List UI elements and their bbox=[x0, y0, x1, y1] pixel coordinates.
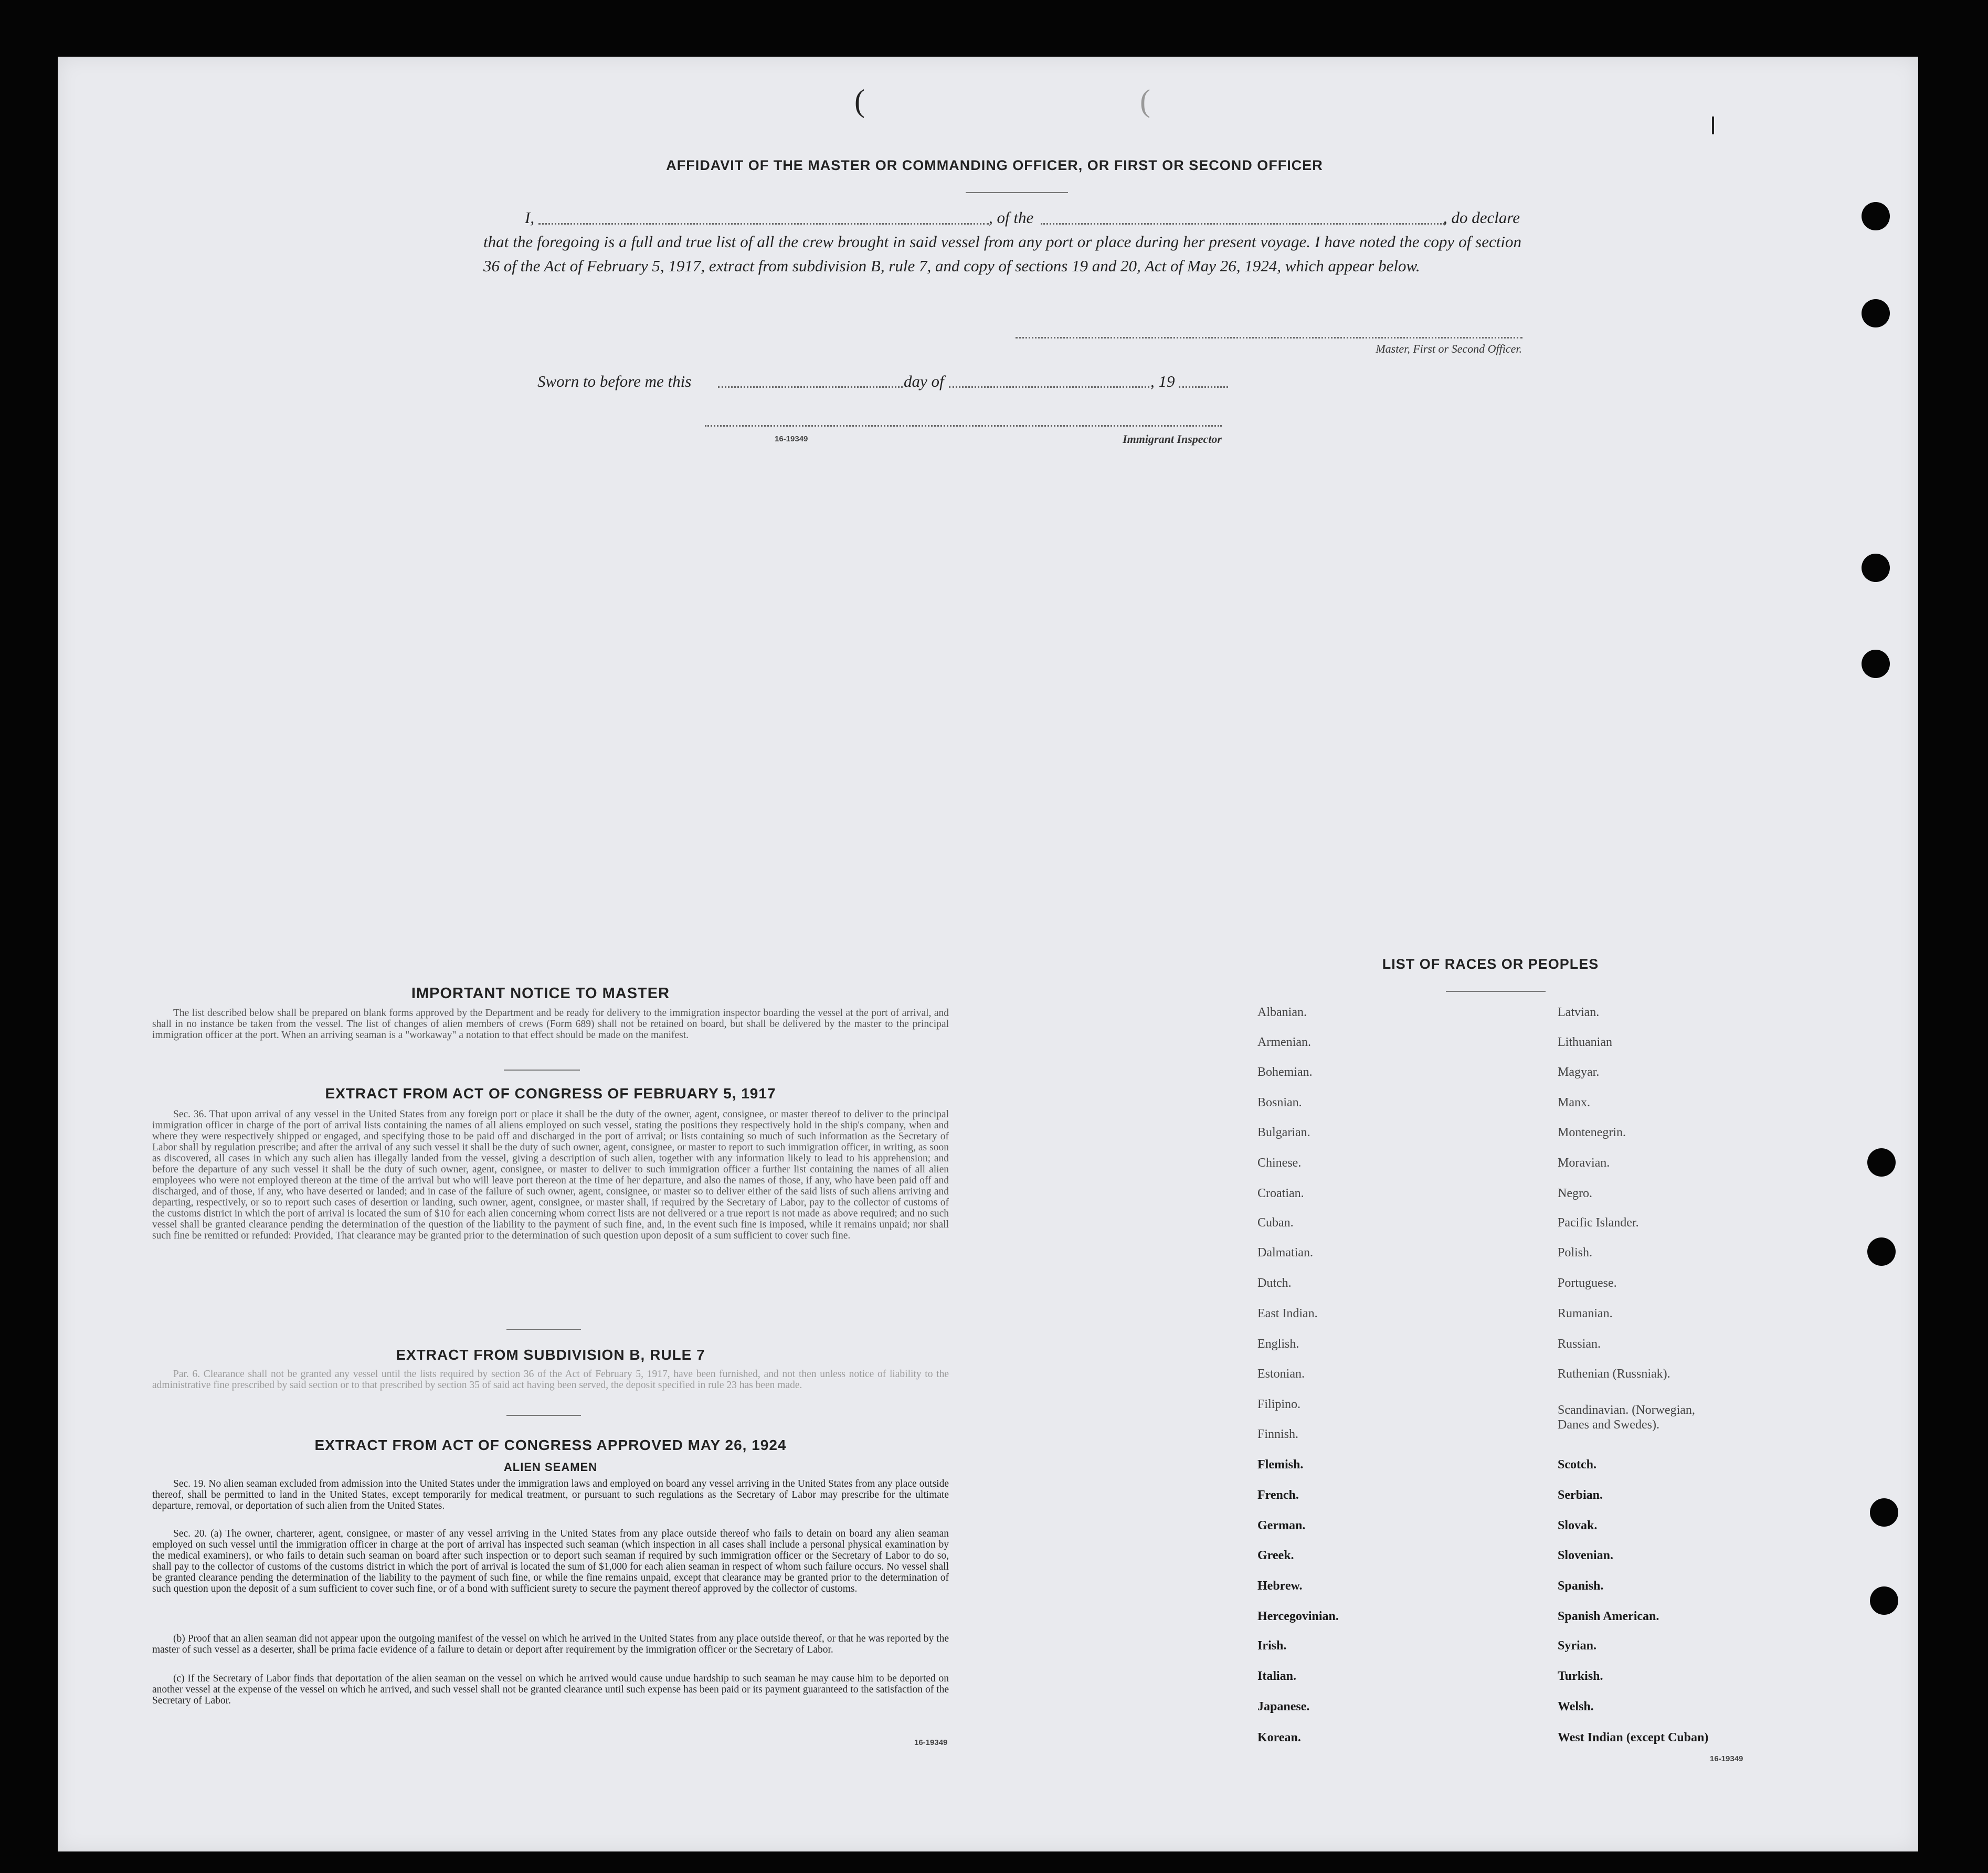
race-item: Filipino. bbox=[1257, 1398, 1301, 1411]
divider bbox=[504, 1070, 580, 1071]
race-item: Estonian. bbox=[1257, 1367, 1305, 1381]
race-item: Pacific Islander. bbox=[1558, 1216, 1639, 1230]
inspector-caption: Immigrant Inspector bbox=[1123, 432, 1222, 446]
race-item: Flemish. bbox=[1257, 1458, 1304, 1472]
punch-hole bbox=[1862, 202, 1890, 230]
punch-hole bbox=[1862, 650, 1890, 678]
race-item: Italian. bbox=[1257, 1669, 1297, 1683]
race-item: Hebrew. bbox=[1257, 1579, 1303, 1593]
binder-mark: ( bbox=[854, 83, 865, 118]
race-item: Dutch. bbox=[1257, 1276, 1292, 1290]
race-item: Russian. bbox=[1558, 1337, 1601, 1351]
sworn-month-field[interactable] bbox=[949, 386, 1149, 388]
race-item: Albanian. bbox=[1257, 1006, 1307, 1019]
divider bbox=[966, 192, 1068, 193]
sworn-year-field[interactable] bbox=[1179, 386, 1228, 388]
race-item: Rumanian. bbox=[1558, 1307, 1613, 1320]
vessel-name-field[interactable] bbox=[1041, 223, 1445, 225]
inspector-signature-field[interactable] bbox=[705, 425, 1222, 427]
race-item: Japanese. bbox=[1257, 1700, 1310, 1713]
notice-body: The list described below shall be prepared on blank forms approved by the Department and be ready for delivery to the immigration inspector boarding the vessel at the port of arrival, and shall in no instance be taken from the vessel. The list of changes of alien members of crews (Form 689) shall not be retained on board, but shall be delivered by the master to the principal immigration officer at the port. When an arriving seaman is a "workaway" a notation to that effect should be made on the manifest. bbox=[152, 1008, 949, 1041]
extract-1917-body: Sec. 36. That upon arrival of any vessel in the United States from any foreign port or place it shall be the duty of the owner, agent, consignee, or master thereof to deliver to the principal immigration officer in charge of the port of arrival lists containing the names of all aliens employed on such vessel, stating the positions they respectively hold in the ship's company, when and where they were respectively shipped or engaged, and specifying those to be paid off and discharged in the port of arrival; or lists containing so much of such information as the Secretary of Labor shall by regulation prescribe; and after the arrival of any such vessel it shall be the duty of such owner, agent, consignee, or master to report to such immigration officer, in writing, as soon as discovered, all cases in which any such alien has illegally landed from the vessel, giving a description of such alien, together with any information likely to lead to his apprehension; and before the departure of any such vessel it shall be the duty of such owner, agent, consignee, or master to deliver to such immigration officer a further list containing the names of all alien employees who were not employed thereon at the time of the arrival but who will leave port thereon at the time of her departure, and also the names of those, if any, who have been paid off and discharged, and of those, if any, who have deserted or landed; and in case of the failure of such owner, agent, consignee, or master so to deliver either of the said lists of such aliens arriving and departing, respectively, or so to report such cases of desertion or landing, such owner, agent, consignee, or master shall, if required by the Secretary of Labor, pay to the collector of customs of the customs district in which the port of arrival is located the sum of $10 for each alien concerning whom correct lists are not delivered or a true report is not made as above required; and no such vessel shall be granted clearance pending the determination of the question of the liability to the payment of such fine, and, in the event such fine is imposed, while it remains unpaid; nor shall such fine be remitted or refunded: Provided, That clearance may be granted prior to the determination of such question upon deposit of a sum sufficient to cover such fine. bbox=[152, 1109, 949, 1241]
race-item: French. bbox=[1257, 1488, 1299, 1502]
declare-suffix: , do declare bbox=[1443, 208, 1520, 227]
extract-form-number: 16-19349 bbox=[914, 1738, 948, 1747]
subdivision-b-body: Par. 6. Clearance shall not be granted any vessel until the lists required by section 36 of the Act of February 5, 1917, have been furnished, and not then unless notice of liability to the administrative fine prescribed by said section or to that prescribed by section 35 of said act having been served, the deposit specified in rule 23 has been made. bbox=[152, 1369, 949, 1391]
race-item: Moravian. bbox=[1558, 1156, 1610, 1170]
sworn-day-field[interactable] bbox=[718, 386, 903, 388]
section-19-text: Sec. 19. No alien seaman excluded from admission into the United States under the immigration laws and employed on board any vessel arriving in the United States from any place outside thereof, shall be permitted to land in the United States, except temporarily for medical treatment, or pursuant to such regulations as the Secretary of Labor may prescribe for the ultimate departure, removal, or deportation of such alien from the United States. bbox=[152, 1478, 949, 1511]
race-item: East Indian. bbox=[1257, 1307, 1318, 1320]
race-item: Hercegovinian. bbox=[1257, 1610, 1339, 1623]
race-item: Korean. bbox=[1257, 1731, 1301, 1744]
subdivision-b-title: EXTRACT FROM SUBDIVISION B, RULE 7 bbox=[396, 1347, 705, 1363]
race-item: Bosnian. bbox=[1257, 1096, 1302, 1109]
race-item: West Indian (except Cuban) bbox=[1558, 1731, 1709, 1744]
vessel-prefix: , of the bbox=[989, 208, 1034, 227]
section-20c-text: (c) If the Secretary of Labor finds that deportation of the alien seaman on the vessel on which he arrived would cause undue hardship to such seaman he may cause him to be deported on another vessel at the expense of the vessel on which he arrived, and such vessel shall not be granted clearance until such expense has been paid or its payment guaranteed to the satisfaction of the Secretary of Labor. bbox=[152, 1673, 949, 1706]
officer-signature-field[interactable] bbox=[1016, 337, 1522, 338]
race-item: Scandinavian. (Norwegian, Danes and Swedes). bbox=[1558, 1403, 1695, 1432]
race-item: Finnish. bbox=[1257, 1427, 1299, 1441]
affidavit-form-number: 16-19349 bbox=[775, 435, 808, 443]
race-item: German. bbox=[1257, 1519, 1306, 1532]
race-item: Bohemian. bbox=[1257, 1065, 1313, 1079]
race-item: Bulgarian. bbox=[1257, 1126, 1310, 1139]
race-item: Chinese. bbox=[1257, 1156, 1302, 1170]
divider bbox=[506, 1329, 581, 1330]
extract-1924-title: EXTRACT FROM ACT OF CONGRESS APPROVED MAY 26, 1924 bbox=[314, 1437, 787, 1453]
punch-hole bbox=[1867, 1237, 1896, 1266]
extract-1924-subtitle: ALIEN SEAMEN bbox=[503, 1461, 598, 1474]
race-item: Welsh. bbox=[1558, 1700, 1594, 1713]
binder-mark: ( bbox=[1140, 83, 1150, 118]
race-item: Syrian. bbox=[1558, 1639, 1597, 1653]
extract-1917-title: EXTRACT FROM ACT OF CONGRESS OF FEBRUARY 5, 1917 bbox=[325, 1085, 776, 1102]
race-item: Manx. bbox=[1558, 1096, 1590, 1109]
race-item: Ruthenian (Russniak). bbox=[1558, 1367, 1670, 1381]
race-item: Dalmatian. bbox=[1257, 1246, 1313, 1260]
punch-hole bbox=[1870, 1498, 1898, 1527]
race-item: Spanish American. bbox=[1558, 1610, 1659, 1623]
officer-signature-caption: Master, First or Second Officer. bbox=[1376, 342, 1522, 355]
divider bbox=[1446, 991, 1546, 992]
year-prefix: , 19 bbox=[1150, 372, 1175, 390]
race-item: Croatian. bbox=[1257, 1187, 1304, 1200]
affidavit-body: that the foregoing is a full and true list of all the crew brought in said vessel from any port or place during her present voyage. I have noted the copy of section 36 of the Act of February 5, 1917, extract from subdivision B, rule 7, and copy of sections 19 and 20, Act of May 26, 1924, which appear below. bbox=[483, 232, 1521, 275]
race-item: Serbian. bbox=[1558, 1488, 1603, 1502]
race-item: Magyar. bbox=[1558, 1065, 1600, 1079]
race-item: Turkish. bbox=[1558, 1669, 1603, 1683]
race-item: Slovak. bbox=[1558, 1519, 1598, 1532]
edge-tick bbox=[1712, 117, 1714, 134]
section-20a-text: Sec. 20. (a) The owner, charterer, agent, consignee, or master of any vessel arriving in the United States from any place outside thereof who fails to detain on board any alien seaman employed on such vessel until the immigration officer in charge at the port of arrival has inspected such seaman (which inspection in all cases shall include a personal physical examination by the medical examiners), or who fails to detain such seaman on board after such inspection or to deport such seaman if required by such immigration officer or the Secretary of Labor to do so, shall pay to the collector of customs of the customs district in which the port of arrival is located the sum of $1,000 for each alien seaman in respect of whom such failure occurs. No vessel shall be granted clearance pending the determination of the liability to the payment of such fine, or while the fine remains unpaid, except that clearance may be granted prior to the determination of such question upon the deposit of a sum sufficient to cover such fine, or of a bond with sufficient surety to secure the payment thereof approved by the collector of customs. bbox=[152, 1528, 949, 1594]
races-title: LIST OF RACES OR PEOPLES bbox=[1382, 956, 1599, 972]
race-item: Polish. bbox=[1558, 1246, 1593, 1260]
race-item: Cuban. bbox=[1257, 1216, 1294, 1230]
race-item: Portuguese. bbox=[1558, 1276, 1617, 1290]
race-item: Greek. bbox=[1257, 1549, 1294, 1562]
race-item: Spanish. bbox=[1558, 1579, 1604, 1593]
punch-hole bbox=[1867, 1148, 1896, 1177]
race-item: Negro. bbox=[1558, 1187, 1592, 1200]
affidavit-title: AFFIDAVIT OF THE MASTER OR COMMANDING OFFICER, OR FIRST OR SECOND OFFICER bbox=[666, 157, 1323, 173]
race-item: Armenian. bbox=[1257, 1035, 1311, 1049]
race-item: Montenegrin. bbox=[1558, 1126, 1626, 1139]
punch-hole bbox=[1862, 554, 1890, 582]
race-item: Scotch. bbox=[1558, 1458, 1596, 1472]
notice-title: IMPORTANT NOTICE TO MASTER bbox=[411, 985, 670, 1002]
section-20b-text: (b) Proof that an alien seaman did not appear upon the outgoing manifest of the vessel on which he arrived in the United States from any place outside thereof, or that he was reported by the master of such vessel as a deserter, shall be prima facie evidence of a failure to detain or deport after requirement by the immigration officer or the Secretary of Labor. bbox=[152, 1633, 949, 1655]
race-item: Latvian. bbox=[1558, 1006, 1600, 1019]
declarant-prefix: I, bbox=[525, 208, 535, 227]
punch-hole bbox=[1870, 1586, 1898, 1615]
race-item: Lithuanian bbox=[1558, 1035, 1612, 1049]
race-item: Irish. bbox=[1257, 1639, 1287, 1653]
divider bbox=[506, 1415, 581, 1416]
races-form-number: 16-19349 bbox=[1710, 1754, 1743, 1763]
race-item: Slovenian. bbox=[1558, 1549, 1614, 1562]
declarant-name-field[interactable] bbox=[538, 223, 989, 225]
race-item: English. bbox=[1257, 1337, 1299, 1351]
punch-hole bbox=[1862, 299, 1890, 327]
day-of-label: day of bbox=[904, 372, 944, 390]
sworn-prefix: Sworn to before me this bbox=[537, 372, 692, 390]
